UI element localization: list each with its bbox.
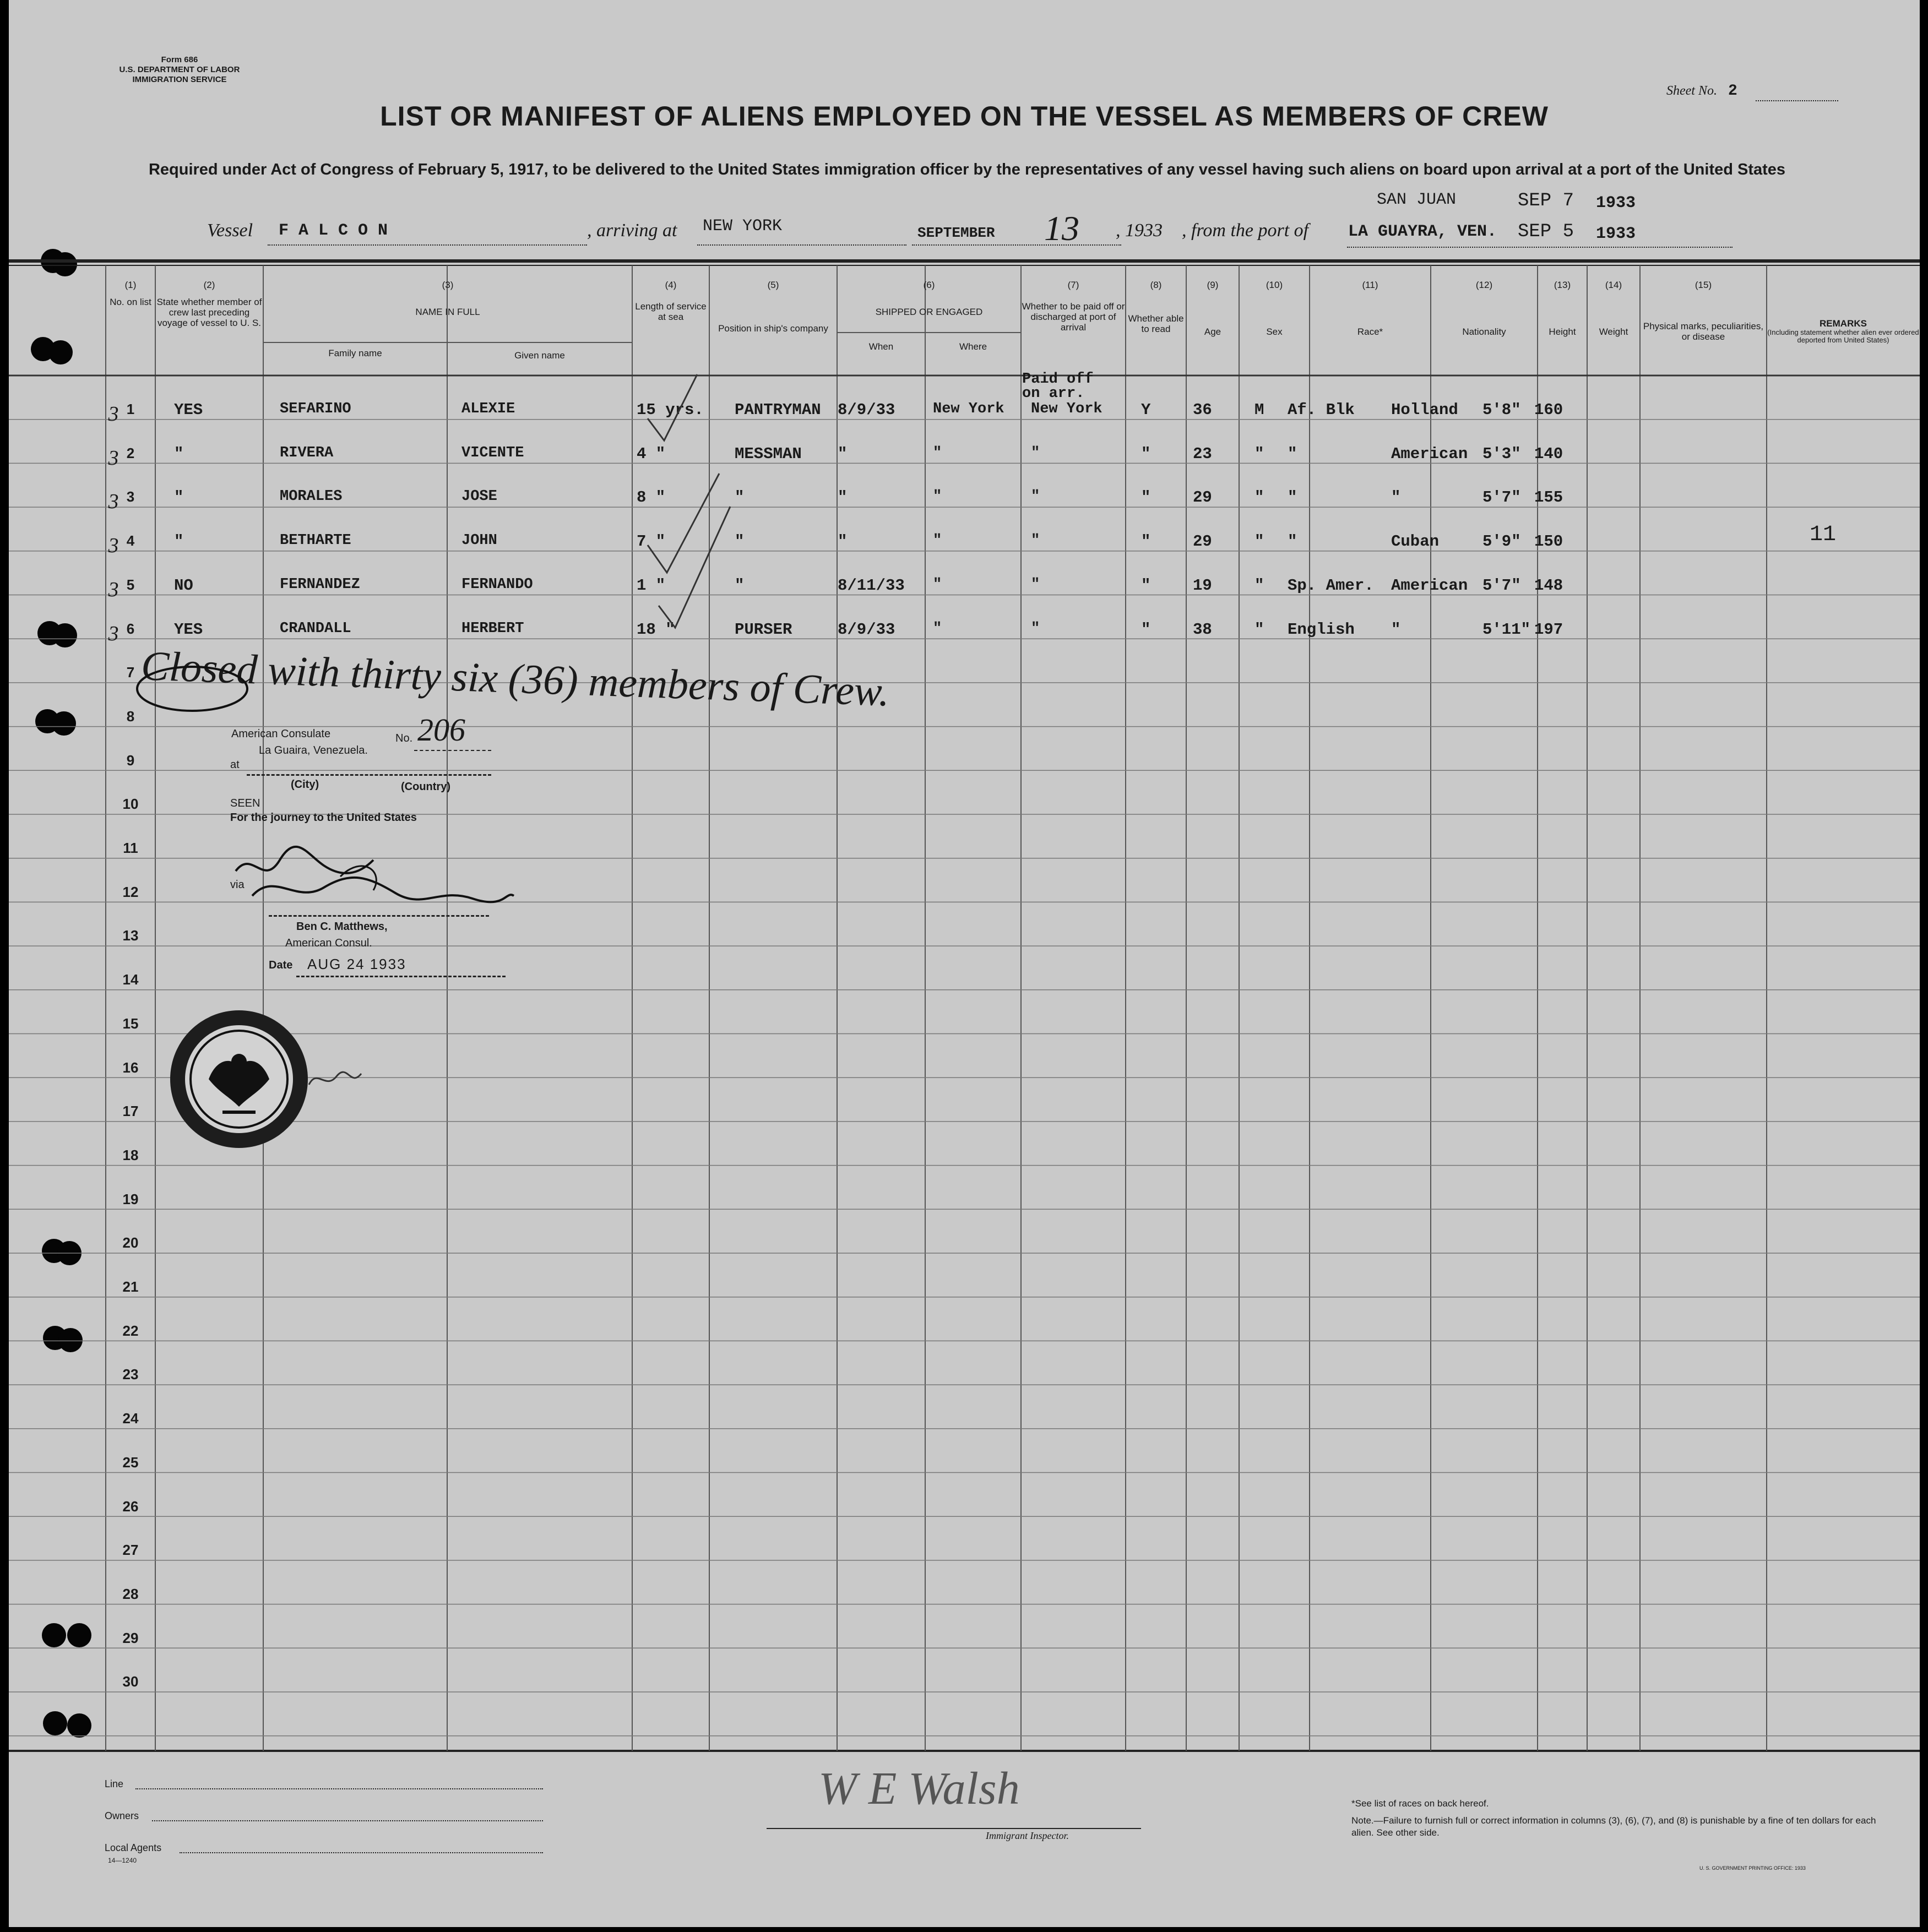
position-cell: MESSMAN	[735, 444, 802, 463]
row-number: 24	[122, 1410, 139, 1427]
family-name-cell: MORALES	[280, 488, 343, 505]
from-label: , from the port of	[1182, 220, 1309, 241]
family-name-cell: FERNANDEZ	[280, 576, 360, 593]
sex-cell: "	[1254, 444, 1264, 463]
arriving-port: NEW YORK	[703, 217, 783, 236]
arrival-day: 13	[1044, 209, 1079, 248]
seal-signature-tail	[306, 1063, 372, 1096]
service-length-cell: 4 "	[637, 444, 666, 463]
from-year: 1933	[1596, 225, 1636, 243]
from-port: LA GUAYRA, VEN.	[1348, 222, 1497, 241]
shipped-when-cell: "	[838, 532, 848, 551]
row-number: 8	[126, 708, 135, 725]
printer-note: U. S. GOVERNMENT PRINTING OFFICE: 1933	[1699, 1865, 1806, 1871]
row-number: 17	[122, 1103, 139, 1120]
consul-date-label: Date	[269, 959, 293, 971]
form-department: U.S. DEPARTMENT OF LABOR	[119, 65, 240, 74]
position-cell: "	[735, 576, 745, 595]
height-cell: 5'8"	[1482, 401, 1521, 419]
col-14-header: (14) Weight	[1599, 280, 1628, 337]
row-number: 4	[126, 532, 135, 549]
row-number: 21	[122, 1278, 139, 1295]
able-to-read-cell: "	[1141, 532, 1151, 551]
where-header: Where	[959, 341, 987, 352]
given-name-cell: JOHN	[461, 532, 497, 549]
sex-cell: "	[1254, 488, 1264, 507]
row-number: 11	[123, 840, 138, 856]
shipped-where-cell: "	[933, 532, 942, 549]
row-prefix: 3	[108, 490, 119, 514]
col-8-header: (8) Whether able to read	[1128, 280, 1184, 334]
paid-off-cell: "	[1031, 488, 1040, 505]
row-number: 25	[122, 1454, 139, 1471]
last-voyage-cell: YES	[174, 620, 203, 639]
age-cell: 19	[1193, 576, 1212, 595]
nationality-cell: American	[1391, 444, 1468, 463]
service-length-cell: 8 "	[637, 488, 666, 507]
given-name-cell: HERBERT	[461, 620, 524, 637]
service-length-cell: 1 "	[637, 576, 666, 595]
owners-field[interactable]	[152, 1820, 543, 1821]
paid-off-cell: "	[1031, 532, 1040, 549]
col-15-header: (15) Physical marks, peculiarities, or disease	[1643, 280, 1764, 342]
height-cell: 5'3"	[1482, 444, 1521, 463]
sex-cell: "	[1254, 576, 1264, 595]
able-to-read-cell: "	[1141, 620, 1151, 639]
page-subtitle: Required under Act of Congress of February 5, 1917, to be delivered to the United States immigration officer by the representatives of any vessel having such aliens on board upon arrival at a port of the United States	[148, 161, 1786, 178]
row-number: 19	[122, 1190, 139, 1207]
form-number: Form 686	[161, 55, 198, 64]
col-13-header: (13) Height	[1549, 280, 1576, 337]
weight-cell: 155	[1534, 488, 1563, 507]
shipped-where-cell: "	[933, 620, 942, 637]
line-field[interactable]	[135, 1788, 543, 1789]
remarks-header: REMARKS (Including statement whether alien ever ordered deported from United States)	[1767, 318, 1919, 344]
paid-off-note: on arr.	[1022, 385, 1085, 402]
row-number: 14	[122, 971, 139, 988]
row-number: 12	[122, 883, 139, 900]
sheet-label: Sheet No.	[1666, 84, 1717, 98]
position-cell: "	[735, 532, 745, 551]
shipped-when-cell: 8/9/33	[838, 620, 895, 639]
given-name-cell: FERNANDO	[461, 576, 533, 593]
last-voyage-cell: YES	[174, 401, 203, 419]
row-number: 22	[122, 1322, 139, 1339]
race-cell: English	[1288, 620, 1355, 639]
family-name-cell: SEFARINO	[280, 401, 351, 417]
arrival-stamp-year: 1933	[1596, 194, 1636, 213]
row-number: 29	[122, 1629, 139, 1646]
paid-off-note: Paid off	[1022, 371, 1094, 388]
consulate-journey: For the journey to the United States	[230, 812, 417, 824]
arrival-month: SEPTEMBER	[917, 225, 995, 241]
agents-field[interactable]	[180, 1852, 543, 1853]
row-number: 28	[122, 1585, 139, 1602]
row-number: 23	[122, 1366, 139, 1383]
vessel-label: Vessel	[207, 220, 253, 241]
inspector-label: Immigrant Inspector.	[986, 1830, 1069, 1841]
shipped-where-cell: New York	[933, 401, 1004, 417]
consulate-stamp	[225, 712, 511, 987]
row-number: 3	[126, 488, 135, 505]
age-cell: 29	[1193, 488, 1212, 507]
owners-label: Owners	[105, 1810, 139, 1821]
row-prefix: 3	[108, 578, 119, 601]
position-cell: "	[735, 488, 745, 507]
paid-off-cell: New York	[1031, 401, 1103, 417]
nationality-cell: American	[1391, 576, 1468, 595]
row-number: 30	[122, 1673, 139, 1690]
form-service: IMMIGRATION SERVICE	[132, 75, 227, 84]
given-name-cell: VICENTE	[461, 444, 524, 461]
consulate-line: American Consulate	[231, 728, 331, 740]
shipped-where-cell: "	[933, 444, 942, 461]
arrival-year: , 1933	[1116, 220, 1163, 241]
row-prefix: 3	[108, 446, 119, 470]
inspector-line	[767, 1828, 1141, 1829]
consulate-via: via	[230, 879, 245, 891]
weight-cell: 140	[1534, 444, 1563, 463]
col-3-header: (3) NAME IN FULL	[415, 280, 480, 317]
nationality-cell: Cuban	[1391, 532, 1440, 551]
weight-cell: 150	[1534, 532, 1563, 551]
consulate-city: (City)	[291, 779, 319, 791]
service-length-cell: 7 "	[637, 532, 666, 551]
able-to-read-cell: "	[1141, 444, 1151, 463]
row-number: 9	[126, 752, 135, 769]
height-cell: 5'7"	[1482, 488, 1521, 507]
row-number: 20	[122, 1234, 139, 1251]
able-to-read-cell: "	[1141, 488, 1151, 507]
vessel-name: F A L C O N	[279, 221, 388, 240]
weight-cell: 197	[1534, 620, 1563, 639]
col-11-header: (11) Race*	[1357, 280, 1383, 337]
paid-off-cell: "	[1031, 620, 1040, 637]
age-cell: 36	[1193, 401, 1212, 419]
family-name-cell: CRANDALL	[280, 620, 351, 637]
race-cell: "	[1288, 488, 1297, 507]
shipped-when-cell: 8/9/33	[838, 401, 895, 419]
col-6-header: (6) SHIPPED OR ENGAGED	[875, 280, 983, 317]
service-length-cell: 18 "	[637, 620, 675, 639]
given-name-cell: ALEXIE	[461, 401, 515, 417]
from-date: SEP 5	[1518, 221, 1574, 242]
manifest-sheet	[9, 0, 1920, 1927]
last-voyage-cell: "	[174, 444, 184, 463]
nationality-cell: "	[1391, 488, 1401, 507]
check-marks	[637, 363, 769, 639]
page-title: LIST OR MANIFEST OF ALIENS EMPLOYED ON THE VESSEL AS MEMBERS OF CREW	[380, 101, 1549, 132]
age-cell: 38	[1193, 620, 1212, 639]
row-number: 10	[122, 796, 139, 813]
able-to-read-cell: Y	[1141, 401, 1151, 419]
consulate-no-line	[414, 750, 491, 751]
closing-note: Closed with thirty six (36) members of Crew.	[140, 643, 890, 715]
col-2-header: (2) State whether member of crew last preceding voyage of vessel to U. S.	[156, 280, 262, 328]
service-length-cell: 15 yrs.	[637, 401, 704, 419]
consulate-seen: SEEN	[230, 797, 260, 809]
row-number: 1	[126, 401, 135, 417]
given-name-header: Given name	[514, 350, 565, 361]
paid-off-cell: "	[1031, 576, 1040, 593]
row-number: 15	[122, 1015, 139, 1032]
consulate-no-label: No.	[395, 732, 413, 744]
last-voyage-cell: NO	[174, 576, 193, 595]
remarks-cell: 11	[1810, 523, 1837, 548]
row-number: 16	[122, 1059, 139, 1076]
paid-off-cell: "	[1031, 444, 1040, 461]
shipped-when-cell: "	[838, 444, 848, 463]
weight-cell: 160	[1534, 401, 1563, 419]
family-name-header: Family name	[328, 348, 382, 358]
race-cell: "	[1288, 532, 1297, 551]
row-number: 18	[122, 1146, 139, 1163]
family-name-cell: RIVERA	[280, 444, 334, 461]
last-voyage-cell: "	[174, 488, 184, 507]
row-number: 27	[122, 1542, 139, 1559]
line-label: Line	[105, 1778, 124, 1789]
consul-signature	[230, 838, 517, 910]
height-cell: 5'11"	[1482, 620, 1531, 639]
consulate-at: at	[230, 759, 240, 771]
sex-cell: "	[1254, 620, 1264, 639]
consulate-country: (Country)	[401, 781, 450, 793]
when-header: When	[868, 341, 894, 352]
consulate-location: La Guaira, Venezuela.	[259, 744, 368, 757]
col-1-header: (1) No. on list	[110, 280, 151, 307]
consular-seal-icon	[156, 997, 322, 1162]
age-cell: 29	[1193, 532, 1212, 551]
shipped-when-cell: 8/11/33	[838, 576, 905, 595]
height-cell: 5'7"	[1482, 576, 1521, 595]
able-to-read-cell: "	[1141, 576, 1151, 595]
nationality-cell: "	[1391, 620, 1401, 639]
height-cell: 5'9"	[1482, 532, 1521, 551]
row-number: 5	[126, 576, 135, 593]
consul-title: American Consul.	[285, 937, 372, 949]
arrival-stamp-date: SEP 7	[1518, 191, 1574, 211]
family-name-cell: BETHARTE	[280, 532, 351, 549]
row-number: 6	[126, 620, 135, 637]
sex-cell: "	[1254, 532, 1264, 551]
consul-line	[269, 915, 489, 917]
row-prefix: 3	[108, 622, 119, 645]
col-7-header: (7) Whether to be paid off or discharged at port of arrival	[1022, 280, 1125, 333]
position-cell: PURSER	[735, 620, 792, 639]
form-code: 14—1240	[108, 1857, 137, 1864]
arrival-stamp-port: SAN JUAN	[1377, 191, 1457, 209]
arriving-label: , arriving at	[587, 220, 677, 241]
race-cell: Af. Blk	[1288, 401, 1355, 419]
col-9-header: (9) Age	[1204, 280, 1221, 337]
col-12-header: (12) Nationality	[1462, 280, 1506, 337]
consulate-no: 206	[417, 712, 465, 748]
row-number: 13	[122, 927, 139, 944]
sheet-value: 2	[1728, 83, 1737, 100]
consul-name: Ben C. Matthews,	[296, 921, 388, 933]
nationality-cell: Holland	[1391, 401, 1458, 419]
shipped-when-cell: "	[838, 488, 848, 507]
sex-cell: M	[1254, 401, 1264, 419]
col-4-header: (4) Length of service at sea	[635, 280, 707, 322]
inspector-signature: W E Walsh	[818, 1763, 1020, 1814]
consul-date: AUG 24 1933	[307, 956, 406, 972]
position-cell: PANTRYMAN	[735, 401, 821, 419]
given-name-cell: JOSE	[461, 488, 497, 505]
weight-cell: 148	[1534, 576, 1563, 595]
age-cell: 23	[1193, 444, 1212, 463]
shipped-where-cell: "	[933, 488, 942, 505]
race-cell: Sp. Amer.	[1288, 576, 1374, 595]
col-10-header: (10) Sex	[1266, 280, 1283, 337]
races-note: *See list of races on back hereof.	[1351, 1798, 1489, 1809]
row-number: 2	[126, 444, 135, 461]
consulate-at-line	[247, 774, 491, 776]
row-number: 26	[122, 1498, 139, 1515]
row-prefix: 3	[108, 534, 119, 558]
race-cell: "	[1288, 444, 1297, 463]
last-voyage-cell: "	[174, 532, 184, 551]
consul-date-line	[296, 976, 506, 977]
penalty-note: Note.—Failure to furnish full or correct information in columns (3), (6), (7), and (8) is punishable by a fine of ten dollars for each alien. See other side.	[1351, 1815, 1876, 1838]
shipped-where-cell: "	[933, 576, 942, 593]
row-number: 7	[126, 664, 135, 681]
agents-label: Local Agents	[105, 1842, 162, 1853]
closing-note-flourish	[134, 658, 256, 719]
row-prefix: 3	[108, 402, 119, 426]
col-5-header: (5) Position in ship's company	[718, 280, 828, 334]
